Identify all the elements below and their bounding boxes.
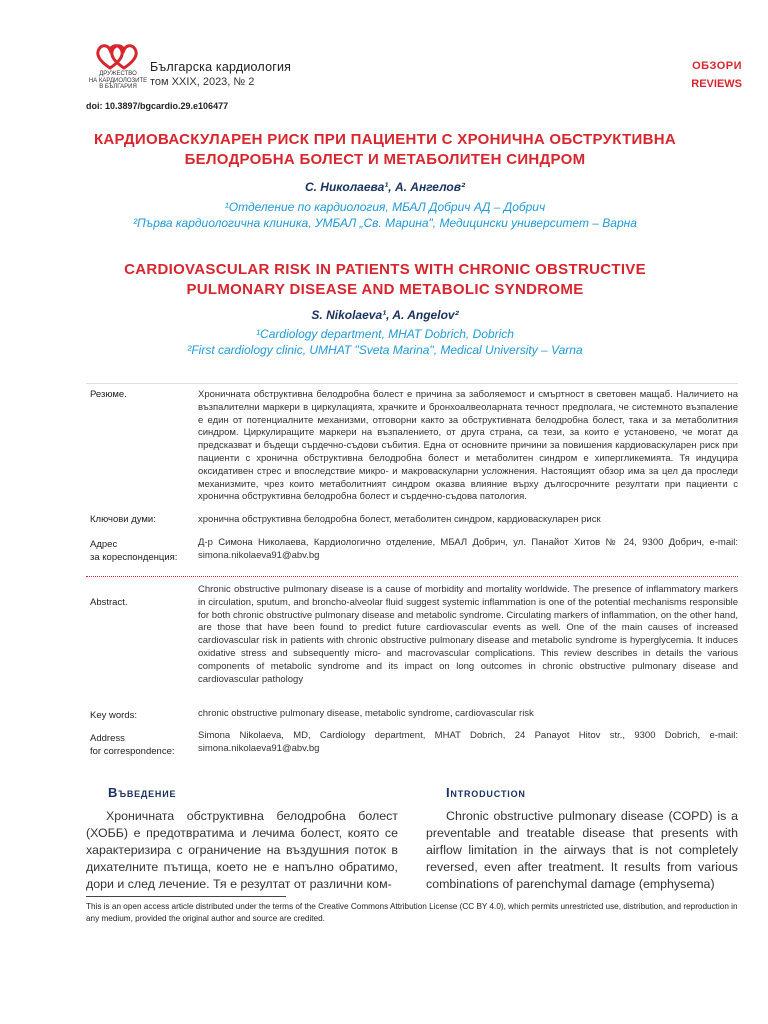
authors-en: S. Nikolaeva¹, A. Angelov² bbox=[311, 308, 459, 322]
article-title-bg: КАРДИОВАСКУЛАРЕН РИСК ПРИ ПАЦИЕНТИ С ХРОНИЧНА ОБСТРУКТИВНА БЕЛОДРОБНА БОЛЕСТ И МЕТАБОЛИТЕН СИНДРОМ bbox=[93, 131, 677, 168]
affiliations-bg: ¹Отделение по кардиология, МБАЛ Добрич АД – Добрич ²Първа кардиологична клиника, УМБАЛ „Св. Марина", Медицински университет – Варна bbox=[133, 200, 637, 230]
section-divider bbox=[86, 576, 738, 577]
abstract-text-en: Chronic obstructive pulmonary disease is a cause of morbidity and mortality worldwide. The presence of inflammatory markers in circulation, sputum, and broncho-alveolar fluid suggest systemic inflammation is one of the potential mechanisms responsible for both chronic obstructive pulmonary disease and metabolic syndrome. Circulating markers of inflammation, on the other hand, are those that have been found to predict future cardiovascular events as well. One of the main causes of increased cardiovascular risk in patients with chronic obstructive pulmonary disease and metabolic syndrome is hyperglycemia. It induces oxidative stress and subsequently micro- and macrovascular complications. This review describes in details the various components of metabolic syndrome and its impact on long outcomes in chronic obstructive pulmonary disease and cardiovascular pathology bbox=[198, 584, 738, 685]
address-label-en: Address for correspondence: bbox=[90, 733, 175, 757]
abstract-text-bg: Хроничната обструктивна белодробна болест е причина за заболяемост и смъртност в световен мащаб. Наличието на възпалителни маркери в циркулацията, храчките и бронхоалвеоларната течност предполага, че системното възпаление е един от потенциалните механизми, отговорни както за обструктивната белодробна болест, така и за метаболитния синдром. Циркулиращите маркери на възпалението, от друга страна, са тези, за които е установено, че могат да предсказват и бъдещи сърдечно-съдови събития. Една от основните причини за повишения кардиоваскуларен риск при пациенти с хронична обструктивна белодробна болест и метаболитен синдром е хипергликемията. Тя индуцира оксидативен стрес и впоследствие микро- и макроваскуларни усложнения. Настоящият обзор има за цел да проследи механизмите, чрез които метаболитният синдром оказва влияние върху дългосрочните резултати при пациенти с хронична обструктивна белодробна болест и сърдечно-съдова патология. bbox=[198, 389, 738, 503]
intro-heading-en: Introduction bbox=[446, 785, 526, 800]
intro-text-bg: Хроничната обструктивна белодробна болест (ХОББ) е предотвратима и лечима болест, която се характеризира с ограничение на въздушния поток в дихателните пътища, което не е напълно обратимо, дори и след лечение. Тя е резултат от различни ком- bbox=[86, 809, 398, 891]
section-label-en: REVIEWS bbox=[691, 78, 742, 90]
abstract-label-bg: Резюме. bbox=[90, 389, 127, 400]
abstract-label-en: Abstract. bbox=[90, 597, 128, 608]
address-text-bg: Д-р Симона Николаева, Кардиологично отделение, МБАЛ Добрич, ул. Панайот Хитов № 24, 9300 Добрич, e-mail: simona.nikolaeva91@abv.bg bbox=[198, 537, 738, 561]
journal-title: Българска кардиология bbox=[150, 60, 292, 74]
license-footnote: This is an open access article distributed under the terms of the Creative Commons Attribution License (CC BY 4.0), which permits unrestricted use, distribution, and reproduction in any medium, provided the original author and source are credited. bbox=[86, 902, 738, 923]
hearts-logo-icon bbox=[96, 44, 140, 70]
keywords-text-en: chronic obstructive pulmonary disease, metabolic syndrome, cardiovascular risk bbox=[198, 708, 534, 719]
section-label-bg: ОБЗОРИ bbox=[692, 60, 742, 72]
intro-text-en: Chronic obstructive pulmonary disease (COPD) is a preventable and treatable disease that presents with airflow limitation in the airways that is not completely reversed, even after treatment. It results from various combinations of parenchymal damage (emphysema) bbox=[426, 809, 738, 891]
intro-heading-bg: Въведение bbox=[108, 785, 177, 800]
article-title-en: CARDIOVASCULAR RISK IN PATIENTS WITH CHRONIC OBSTRUCTIVE PULMONARY DISEASE AND METABOLIC SYNDROME bbox=[124, 261, 646, 298]
footnote-rule bbox=[86, 896, 286, 897]
keywords-text-bg: хронична обструктивна белодробна болест, метаболитен синдром, кардиоваскуларен риск bbox=[198, 514, 601, 525]
authors-bg: С. Николаева¹, А. Ангелов² bbox=[304, 180, 466, 194]
divider bbox=[86, 383, 738, 384]
society-logo bbox=[84, 44, 152, 100]
keywords-label-bg: Ключови думи: bbox=[90, 514, 156, 525]
affiliations-en: ¹Cardiology department, MHAT Dobrich, Dobrich ²First cardiology clinic, UMHAT "Sveta Marina", Medical University – Varna bbox=[187, 327, 583, 357]
doi[interactable]: doi: 10.3897/bgcardio.29.e106477 bbox=[86, 101, 229, 111]
logo-caption: ДРУЖЕСТВО НА КАРДИОЛОЗИТЕ В БЪЛГАРИЯ bbox=[88, 71, 148, 91]
address-label-bg: Адрес за кореспонденция: bbox=[90, 539, 178, 563]
keywords-label-en: Key words: bbox=[90, 710, 137, 721]
journal-header bbox=[84, 44, 744, 100]
journal-volume: том XXIX, 2023, № 2 bbox=[150, 76, 255, 88]
address-text-en: Simona Nikolaeva, MD, Cardiology department, MHAT Dobrich, 24 Panayot Hitov str., 9300 Dobrich, e-mail: simona.nikolaeva91@abv.bg bbox=[198, 730, 738, 754]
